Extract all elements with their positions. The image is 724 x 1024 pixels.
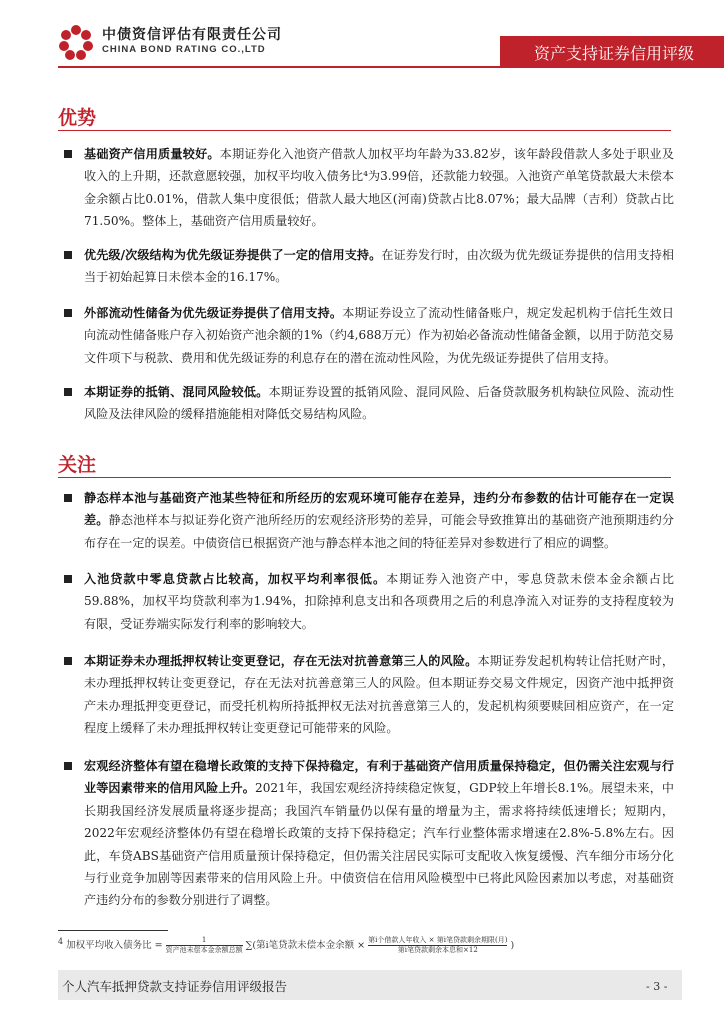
bullet-icon [64, 494, 72, 502]
header-divider [58, 66, 724, 68]
bullet-icon [64, 388, 72, 396]
section-title-concerns: 关注 [58, 454, 97, 476]
company-name-en: CHINA BOND RATING CO.,LTD [102, 44, 266, 55]
list-item [64, 650, 674, 740]
bullet-icon [64, 657, 72, 665]
list-item [64, 143, 674, 233]
item-paragraph: 基础资产信用质量较好。本期证券化入池资产借款人加权平均年龄为33.82岁，该年龄段借款人多处于职业及收入的上升期，还款意愿较强，加权平均收入债务比⁴为3.99倍，还款能力较强。入池资产单笔贷款最大未偿本金余额占比0.01%，借款人集中度很低；借款人最大地区(河南)贷款占比8.07%；最大品牌（吉利）贷款占比71.50%。整体上，基础资产信用质量较好。 [84, 147, 674, 229]
list-item [64, 755, 674, 912]
section-divider [58, 477, 671, 478]
item-paragraph: 入池贷款中零息贷款占比较高，加权平均利率很低。本期证券入池资产中，零息贷款未偿本金余额占比59.88%，加权平均贷款利率为1.94%，扣除掉利息支出和各项费用之后的利息净流入对证券的支持程度较为有限，受证券端实际发行利率的影响较大。 [84, 572, 674, 631]
bullet-icon [64, 762, 72, 770]
company-name-cn: 中债资信评估有限责任公司 [102, 27, 282, 43]
item-paragraph: 静态样本池与基础资产池某些特征和所经历的宏观环境可能存在差异，违约分布参数的估计可能存在一定误差。静态池样本与拟证券化资产池所经历的宏观经济形势的差异，可能会导致推算出的基础资产池预期违约分布存在一定的误差。中债资信已根据资产池与静态样本池之间的特征差异对参数进行了相应的调整。 [84, 491, 674, 550]
page-number: - 3 - [646, 980, 668, 993]
fraction-2: 第i个借款人年收入 × 第i笔贷款剩余期限(月) 第i笔贷款剩余本息和×12 [368, 936, 508, 954]
list-item [64, 487, 674, 554]
category-band [500, 36, 724, 66]
footer-title: 个人汽车抵押贷款支持证券信用评级报告 [62, 979, 288, 994]
doc-category: 资产支持证券信用评级 [533, 44, 694, 63]
list-item [64, 381, 674, 426]
list-item [64, 244, 674, 289]
bullet-icon [64, 309, 72, 317]
item-paragraph: 本期证券未办理抵押权转让变更登记，存在无法对抗善意第三人的风险。本期证券发起机构转让信托财产时，未办理抵押权转让变更登记，存在无法对抗善意第三人的风险。但本期证券交易文件规定，因资产池中抵押资产未办理抵押变更登记，而受托机构所持抵押权无法对抗善意第三人的，发起机构须要赎回相应资产，在一定程度上缓释了未办理抵押权转让变更登记可能带来的风险。 [84, 654, 674, 736]
page-header [0, 0, 724, 80]
list-item [64, 568, 674, 635]
item-paragraph: 优先级/次级结构为优先级证券提供了一定的信用支持。在证券发行时，由次级为优先级证券提供的信用支持相当于初始起算日未偿本金的16.17%。 [84, 248, 674, 285]
bullet-icon [64, 251, 72, 259]
footnote: $^4$ 加权平均收入债务比 = 1 资产池未偿本金余额总额 ∑(第i笔贷款未偿本金余额 × 第i个借款人年收入 × 第i笔贷款剩余期限(月) 第i笔贷款剩余本息和×12 ) [58, 936, 515, 954]
bullet-icon [64, 150, 72, 158]
footnote-divider [58, 930, 168, 931]
item-paragraph: 外部流动性储备为优先级证券提供了信用支持。本期证券设立了流动性储备账户，规定发起机构于信托生效日向流动性储备账户存入初始资产池余额的1%（约4,688万元）作为初始必备流动性储备金额，以用于防范交易文件项下与税款、费用和优先级证券的利息存在的潜在流动性风险，为优先级证券提供了信用支持。 [84, 306, 674, 365]
item-paragraph: 宏观经济整体有望在稳增长政策的支持下保持稳定，有利于基础资产信用质量保持稳定，但仍需关注宏观与行业等因素带来的信用风险上升。2021年，我国宏观经济持续稳定恢复，GDP较上年增长8.1%。展望未来，中长期我国经济发展质量将逐步提高；我国汽车销量仍以保有量的增量为主，需求将持续低速增长；短期内，2022年宏观经济整体仍有望在稳增长政策的支持下保持稳定；汽车行业整体需求增速在2.8%-5.8%左右。因此，车贷ABS基础资产信用质量预计保持稳定，但仍需关注居民实际可支配收入恢复缓慢、汽车细分市场分化与行业竞争加剧等因素带来的信用风险上升。中债资信在信用风险模型中已将此风险因素加以考虑，对基础资产违约分布的参数分别进行了调整。 [84, 759, 674, 908]
section-divider [58, 130, 671, 131]
list-item [64, 302, 674, 369]
fraction-1: 1 资产池未偿本金余额总额 [165, 936, 243, 954]
bullet-icon [64, 575, 72, 583]
section-title-strengths: 优势 [58, 107, 97, 129]
company-logo-icon [58, 24, 94, 60]
item-paragraph: 本期证券的抵销、混同风险较低。本期证券设置的抵销风险、混同风险、后备贷款服务机构缺位风险、流动性风险及法律风险的缓释措施能相对降低交易结构风险。 [84, 385, 674, 422]
